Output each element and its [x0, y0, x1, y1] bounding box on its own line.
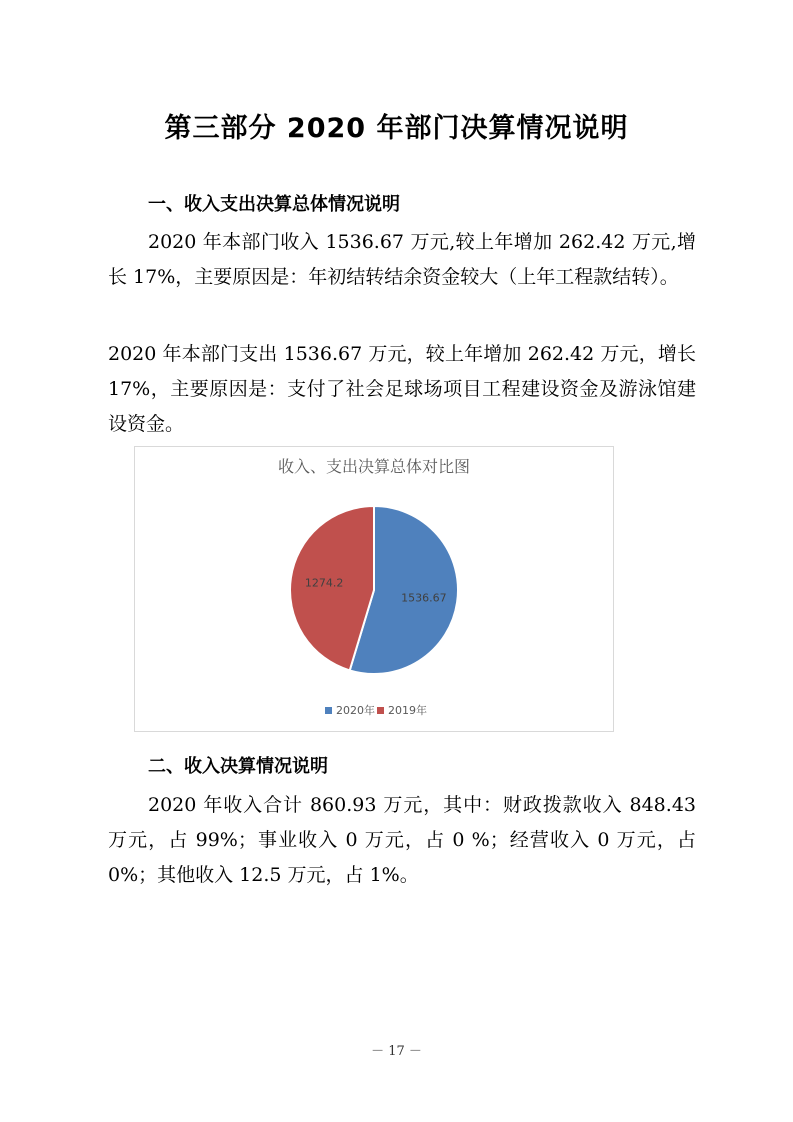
expenditure-summary-paragraph: 2020 年本部门支出 1536.67 万元，较上年增加 262.42 万元，增长 17%，主要原因是：支付了社会足球场项目工程建设资金及游泳馆建设资金。: [108, 343, 696, 435]
page-title: 第三部分 2020 年部门决算情况说明: [164, 113, 629, 144]
section-heading-overview: 一、收入支出决算总体情况说明: [148, 194, 400, 215]
legend-swatch: [325, 707, 332, 714]
pie-data-label: 1536.67: [401, 591, 447, 605]
income-detail-paragraph: 2020 年收入合计 860.93 万元，其中：财政拨款收入 848.43 万元，占 99%；事业收入 0 万元，占 0 %；经营收入 0 万元，占 0%；其他收入 12.5 万元，占 1%。: [108, 794, 696, 886]
legend-label: 2019年: [388, 704, 427, 717]
legend-label: 2020年: [336, 704, 375, 717]
legend-swatch: [377, 707, 384, 714]
pie-chart-svg: [135, 447, 613, 731]
income-expenditure-pie-chart: [134, 446, 614, 732]
page-number: － 17 －: [371, 1044, 422, 1059]
income-summary-paragraph: 2020 年本部门收入 1536.67 万元,较上年增加 262.42 万元,增长 17%，主要原因是：年初结转结余资金较大（上年工程款结转）。: [108, 231, 696, 288]
chart-title: 收入、支出决算总体对比图: [277, 457, 471, 476]
section-heading-income: 二、收入决算情况说明: [148, 756, 328, 777]
pie-data-label: 1274.2: [304, 576, 344, 590]
